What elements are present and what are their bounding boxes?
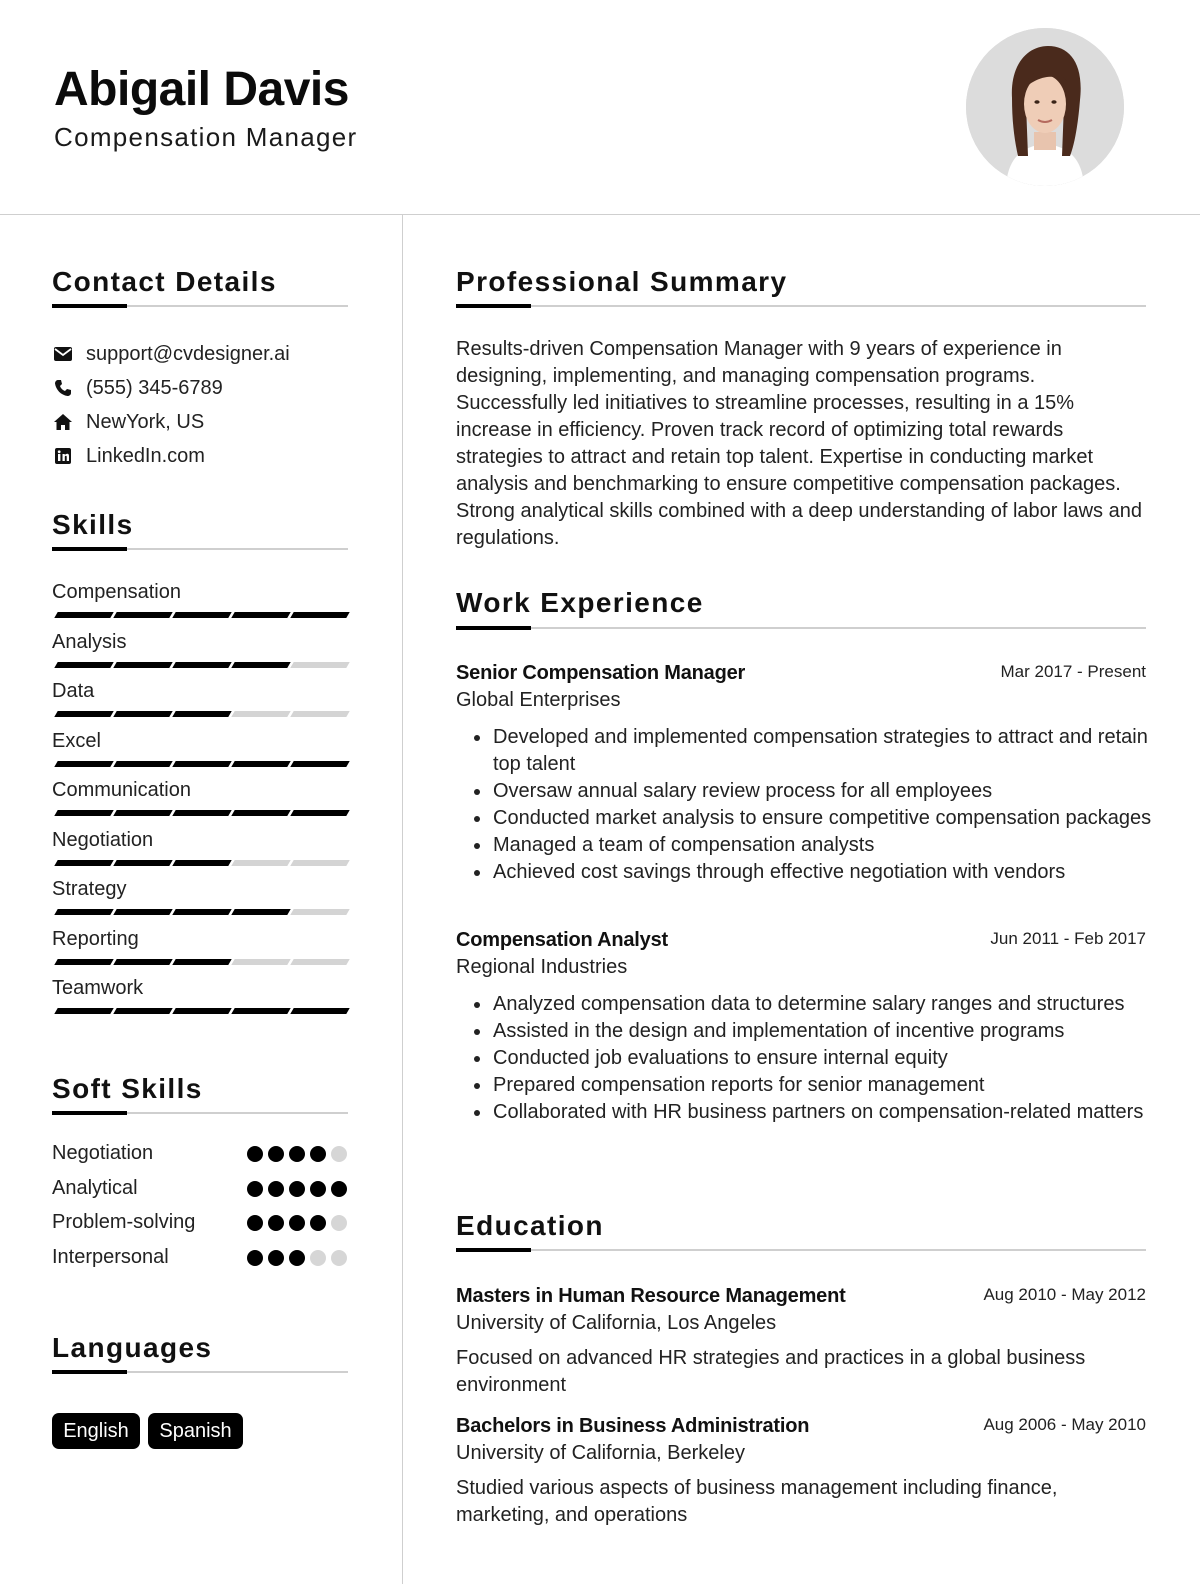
skill-segment-filled	[290, 612, 349, 618]
job-dates: Jun 2011 - Feb 2017	[990, 929, 1146, 948]
skill-segment-filled	[54, 860, 113, 866]
education-dates: Aug 2010 - May 2012	[983, 1285, 1146, 1304]
skill-segment-empty	[231, 959, 290, 965]
degree-title: Bachelors in Business Administration	[456, 1415, 810, 1437]
soft-skill-label: Interpersonal	[52, 1246, 169, 1269]
skill-segment-filled	[172, 711, 231, 717]
skill-segment-filled	[54, 909, 113, 915]
soft-skill-rating	[247, 1181, 347, 1197]
summary-heading-rule	[456, 305, 1146, 307]
contact-heading-rule	[52, 305, 348, 307]
heading-accent	[456, 304, 531, 308]
contact-phone-text: (555) 345-6789	[86, 376, 223, 399]
rating-dot-filled	[268, 1181, 284, 1197]
contact-linkedin-text: LinkedIn.com	[86, 444, 205, 467]
rating-dot-filled	[247, 1146, 263, 1162]
rating-dot-empty	[310, 1250, 326, 1266]
skill-segment-empty	[290, 909, 349, 915]
education-heading-rule	[456, 1249, 1146, 1251]
contact-location-text: NewYork, US	[86, 410, 205, 433]
job-company: Global Enterprises	[456, 689, 621, 711]
resume-header	[0, 0, 1200, 215]
rating-dot-empty	[331, 1215, 347, 1231]
languages-heading-rule	[52, 1371, 348, 1373]
heading-accent	[52, 304, 127, 308]
skill-level-bar	[53, 761, 348, 768]
phone-icon	[52, 377, 74, 399]
soft-skill-label: Problem-solving	[52, 1211, 196, 1234]
portrait-image	[966, 28, 1124, 186]
education-dates: Aug 2006 - May 2010	[983, 1415, 1146, 1434]
skill-segment-filled	[113, 761, 172, 767]
rating-dot-filled	[289, 1215, 305, 1231]
rating-dot-filled	[331, 1181, 347, 1197]
skill-segment-filled	[231, 662, 290, 668]
skill-label: Negotiation	[52, 828, 154, 851]
skill-segment-filled	[290, 1008, 349, 1014]
column-divider	[402, 215, 403, 1584]
skill-segment-filled	[54, 810, 113, 816]
list-item: Conducted market analysis to ensure competitive compensation packages	[493, 805, 1153, 832]
skill-segment-filled	[172, 959, 231, 965]
school-name: University of California, Berkeley	[456, 1442, 745, 1464]
rating-dot-filled	[247, 1250, 263, 1266]
soft-skill-rating	[247, 1146, 347, 1162]
skill-level-bar	[53, 1008, 348, 1015]
skill-segment-empty	[290, 711, 349, 717]
rating-dot-empty	[331, 1250, 347, 1266]
job-bullets	[493, 724, 1153, 886]
skill-segment-empty	[290, 959, 349, 965]
job-bullets	[493, 991, 1153, 1126]
rating-dot-filled	[310, 1146, 326, 1162]
languages-heading: Languages	[52, 1332, 213, 1363]
rating-dot-filled	[268, 1215, 284, 1231]
skill-segment-filled	[231, 612, 290, 618]
soft-skill-rating	[247, 1250, 347, 1266]
skill-segment-filled	[231, 909, 290, 915]
contact-email-text: support@cvdesigner.ai	[86, 342, 290, 365]
list-item: Collaborated with HR business partners on compensation-related matters	[493, 1099, 1153, 1126]
list-item: Prepared compensation reports for senior management	[493, 1072, 1153, 1099]
skill-label: Communication	[52, 779, 191, 801]
soft-skills-heading-rule	[52, 1112, 348, 1114]
education-heading: Education	[456, 1210, 604, 1241]
skill-segment-filled	[172, 612, 231, 618]
skill-segment-filled	[54, 612, 113, 618]
skill-segment-filled	[113, 1008, 172, 1014]
profile-photo	[966, 28, 1124, 186]
skill-label: Reporting	[52, 927, 139, 950]
skill-label: Compensation	[52, 581, 181, 603]
skill-segment-filled	[231, 810, 290, 816]
skill-segment-filled	[54, 959, 113, 965]
skills-heading: Skills	[52, 509, 134, 540]
rating-dot-filled	[310, 1215, 326, 1231]
skill-segment-filled	[54, 1008, 113, 1014]
list-item: Oversaw annual salary review process for all employees	[493, 778, 1153, 805]
rating-dot-filled	[268, 1250, 284, 1266]
linkedin-icon	[52, 445, 74, 467]
skill-segment-empty	[290, 860, 349, 866]
skill-label: Teamwork	[52, 977, 144, 999]
skill-segment-filled	[54, 662, 113, 668]
skill-segment-filled	[113, 810, 172, 816]
skill-segment-filled	[172, 860, 231, 866]
envelope-icon	[52, 343, 74, 365]
list-item: Developed and implemented compensation strategies to attract and retain top talent	[493, 724, 1153, 778]
skill-segment-filled	[113, 909, 172, 915]
skill-segment-filled	[113, 662, 172, 668]
summary-heading: Professional Summary	[456, 266, 788, 297]
job-title: Compensation Analyst	[456, 929, 668, 951]
skill-segment-empty	[231, 860, 290, 866]
education-description: Focused on advanced HR strategies and practices in a global business environment	[456, 1347, 1086, 1396]
skill-level-bar	[53, 810, 348, 817]
skill-segment-filled	[231, 761, 290, 767]
skill-segment-empty	[290, 662, 349, 668]
rating-dot-filled	[268, 1146, 284, 1162]
list-item: Achieved cost savings through effective negotiation with vendors	[493, 859, 1153, 886]
skill-level-bar	[53, 612, 348, 619]
home-icon	[52, 411, 74, 433]
list-item: Assisted in the design and implementation of incentive programs	[493, 1018, 1153, 1045]
education-description: Studied various aspects of business management including finance, marketing, and operations	[456, 1477, 1058, 1526]
skill-segment-filled	[172, 662, 231, 668]
skill-segment-filled	[290, 761, 349, 767]
skill-segment-filled	[113, 860, 172, 866]
skill-segment-filled	[113, 612, 172, 618]
skill-label: Data	[52, 680, 95, 702]
contact-location	[52, 409, 204, 435]
degree-title: Masters in Human Resource Management	[456, 1285, 846, 1307]
skill-segment-filled	[290, 810, 349, 816]
rating-dot-empty	[331, 1146, 347, 1162]
rating-dot-filled	[310, 1181, 326, 1197]
rating-dot-filled	[289, 1181, 305, 1197]
soft-skill-label: Analytical	[52, 1176, 138, 1199]
skill-level-bar	[53, 662, 348, 669]
job-title: Senior Compensation Manager	[456, 662, 746, 684]
rating-dot-filled	[289, 1146, 305, 1162]
skill-segment-filled	[54, 711, 113, 717]
skill-level-bar	[53, 909, 348, 916]
skill-segment-filled	[54, 761, 113, 767]
soft-skill-rating	[247, 1215, 347, 1231]
contact-email[interactable]	[52, 341, 290, 367]
list-item: Analyzed compensation data to determine salary ranges and structures	[493, 991, 1153, 1018]
candidate-title: Compensation Manager	[54, 122, 358, 152]
summary-text: Results-driven Compensation Manager with 9 years of experience in designing, implementing, and managing compensation programs. Successfully led initiatives to streamline processes, resulting in a 15% increase in efficiency. Proven track record of optimizing total rewards strategies to attract and retain top talent. Expertise in conducting market analysis and benchmarking to ensure competitive compensation packages. Strong analytical skills combined with a deep understanding of labor laws and regulations.	[456, 338, 1142, 549]
experience-heading: Work Experience	[456, 587, 704, 618]
skill-segment-filled	[172, 810, 231, 816]
candidate-name: Abigail Davis	[54, 63, 349, 116]
list-item: Conducted job evaluations to ensure internal equity	[493, 1045, 1153, 1072]
school-name: University of California, Los Angeles	[456, 1312, 777, 1334]
heading-accent	[52, 1111, 127, 1115]
skill-label: Excel	[52, 729, 101, 752]
skill-segment-filled	[113, 711, 172, 717]
skill-segment-filled	[172, 909, 231, 915]
heading-accent	[456, 1248, 531, 1252]
rating-dot-filled	[247, 1215, 263, 1231]
rating-dot-filled	[247, 1181, 263, 1197]
heading-accent	[52, 547, 127, 551]
language-badge: Spanish	[148, 1413, 243, 1449]
soft-skills-heading: Soft Skills	[52, 1073, 203, 1104]
experience-heading-rule	[456, 627, 1146, 629]
heading-accent	[456, 626, 531, 630]
skill-segment-empty	[231, 711, 290, 717]
rating-dot-filled	[289, 1250, 305, 1266]
skill-level-bar	[53, 959, 348, 966]
contact-linkedin[interactable]	[52, 443, 205, 469]
skill-segment-filled	[113, 959, 172, 965]
skill-level-bar	[53, 860, 348, 867]
skills-heading-rule	[52, 548, 348, 550]
skill-label: Analysis	[52, 630, 127, 653]
job-company: Regional Industries	[456, 956, 628, 978]
list-item: Managed a team of compensation analysts	[493, 832, 1153, 859]
skill-segment-filled	[231, 1008, 290, 1014]
language-badge: English	[52, 1413, 140, 1449]
job-dates: Mar 2017 - Present	[1000, 662, 1146, 681]
soft-skill-label: Negotiation	[52, 1142, 154, 1164]
skill-level-bar	[53, 711, 348, 718]
skill-segment-filled	[172, 1008, 231, 1014]
skill-label: Strategy	[52, 878, 127, 900]
contact-phone[interactable]	[52, 375, 223, 401]
skill-segment-filled	[172, 761, 231, 767]
contact-heading: Contact Details	[52, 266, 277, 297]
heading-accent	[52, 1370, 127, 1374]
